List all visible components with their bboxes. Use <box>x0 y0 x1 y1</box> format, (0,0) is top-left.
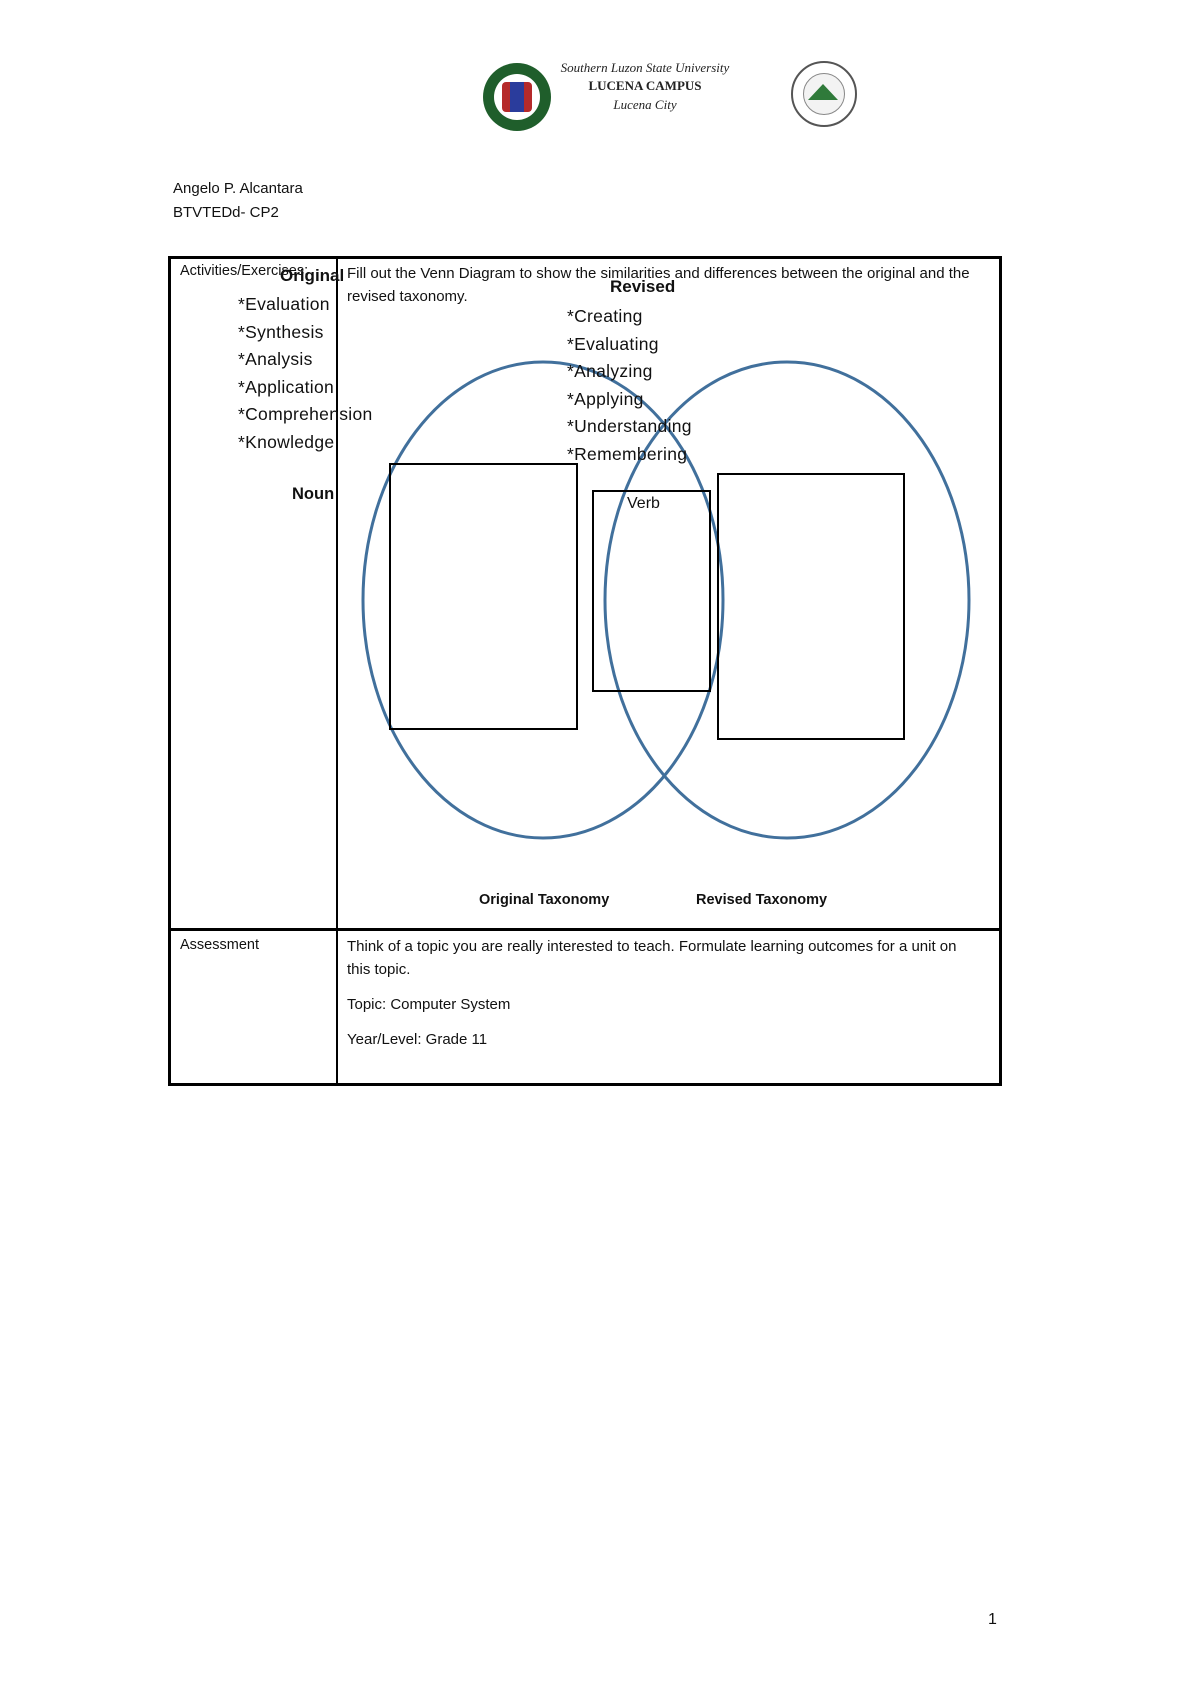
original-title: Original <box>280 266 345 285</box>
verb-label: Verb <box>627 495 660 512</box>
venn-box-revised[interactable] <box>717 473 905 740</box>
student-name: Angelo P. Alcantara <box>173 180 303 197</box>
revised-item: *Evaluating <box>567 333 659 354</box>
revised-item: *Applying <box>567 388 644 409</box>
revised-item: *Creating <box>567 306 643 326</box>
assessment-instruction: Think of a topic you are really interested to teach. Formulate learning outcomes for a unit on this topic. <box>347 938 957 978</box>
original-item: *Knowledge <box>238 431 335 452</box>
original-item: *Evaluation <box>238 294 330 314</box>
city-name: Lucena City <box>613 97 677 112</box>
venn-box-overlap[interactable] <box>592 490 711 692</box>
assessment-topic: Topic: Computer System <box>347 996 511 1013</box>
university-name: Southern Luzon State University <box>560 60 730 75</box>
student-course: BTVTEDd- CP2 <box>173 204 279 221</box>
page-number: 1 <box>988 1611 997 1628</box>
activities-label: Activities/Exercises: <box>180 263 309 279</box>
original-list <box>238 291 373 456</box>
assessment-year-level: Year/Level: Grade 11 <box>347 1031 488 1048</box>
table-row-divider <box>168 928 1002 931</box>
revised-taxonomy-caption: Revised Taxonomy <box>696 892 828 908</box>
revised-title: Revised <box>610 277 676 296</box>
original-item: *Analysis <box>238 349 313 369</box>
revised-item: *Remembering <box>567 443 688 464</box>
revised-item: *Understanding <box>567 416 692 436</box>
original-taxonomy-caption: Original Taxonomy <box>479 892 610 908</box>
original-item: *Application <box>238 376 335 397</box>
revised-item: *Analyzing <box>567 361 653 381</box>
campus-name: LUCENA CAMPUS <box>588 78 702 93</box>
original-item: *Comprehension <box>238 404 373 424</box>
assessment-label: Assessment <box>180 937 259 953</box>
campus-seal-mountain-icon <box>808 84 838 100</box>
noun-label: Noun <box>292 485 335 503</box>
activities-instruction: Fill out the Venn Diagram to show the similarities and differences between the original and the revised taxonomy. <box>347 265 970 305</box>
venn-box-original[interactable] <box>389 463 578 730</box>
original-item: *Synthesis <box>238 321 324 342</box>
revised-list <box>567 303 692 468</box>
